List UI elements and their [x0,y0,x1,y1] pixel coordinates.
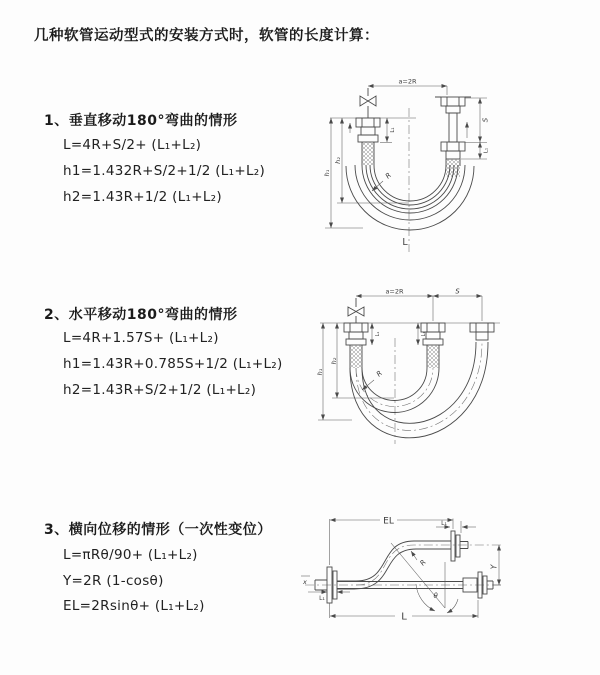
page-title: 几种软管运动型式的安装方式时，软管的长度计算： [34,28,379,44]
formula-line: Y=2R (1-cosθ) [63,573,164,589]
dim-label-l1: L₁ [483,147,490,154]
dim-label-y: Y [489,564,499,570]
dim-label-h2: h₂ [334,157,342,164]
angle-theta-label: θ [433,592,438,600]
dim-label-h1: h₁ [316,368,324,376]
dim-label-l: L [402,237,408,248]
diagram-vertical-180-bend [310,70,600,260]
diagram-lateral-displacement [300,505,600,640]
angle-construction [391,543,458,613]
dim-label-l1: L₁ [375,331,381,337]
section-2-heading: 2、水平移动180°弯曲的情形 [44,307,238,323]
s-curved-hose [337,531,468,589]
diagram-horizontal-180-bend [310,280,600,460]
braided-hose-section [427,345,439,368]
dim-label-l1: L₁ [441,520,447,527]
dim-label-a2r: a=2R [398,77,417,86]
dim-label-r: R [418,558,428,568]
dim-label-l1: L₁ [390,127,396,133]
braided-hose-section [362,142,374,165]
dim-label-l: L [401,611,407,623]
section-3-heading: 3、横向位移的情形（一次性变位） [44,522,272,538]
formula-line: L=4R+1.57S+ (L₁+L₂) [63,330,219,346]
formula-line: h2=1.43R+S/2+1/2 (L₁+L₂) [63,382,257,398]
dim-label-r: R [383,171,393,181]
dim-label-el: EL [383,516,394,527]
dim-label-l1: L₁ [421,331,427,337]
dim-label-h2: h₂ [330,357,338,365]
formula-line: h1=1.43R+0.785S+1/2 (L₁+L₂) [63,356,283,372]
formula-line: h2=1.43R+1/2 (L₁+L₂) [63,189,222,205]
hose-centerline [356,545,501,585]
formula-line: L=4R+S/2+ (L₁+L₂) [63,137,202,153]
hose-u-bend [350,342,488,438]
centerline-mark: x [303,578,307,586]
dimension-lines [318,296,482,420]
dim-label-a2r: a=2R [385,287,404,296]
dim-label-h1: h₁ [323,169,331,177]
formula-line: EL=2Rsinθ+ (L₁+L₂) [63,598,205,614]
dim-label-s: S [481,117,490,123]
braided-hose-section [350,345,362,368]
hose-centerline [356,342,482,430]
formula-line: h1=1.432R+S/2+1/2 (L₁+L₂) [63,163,266,179]
dimension-lines [325,86,487,228]
formula-line: L=πRθ/90+ (L₁+L₂) [63,547,198,563]
dim-label-l1: L₁ [319,595,325,602]
right-fitting [435,97,471,166]
valve-icon [360,88,376,118]
dim-label-r: R [374,369,384,379]
right-fitting [470,323,494,340]
section-1-heading: 1、垂直移动180°弯曲的情形 [44,113,238,129]
dim-label-s: S [455,287,460,296]
valve-icon [348,298,364,323]
